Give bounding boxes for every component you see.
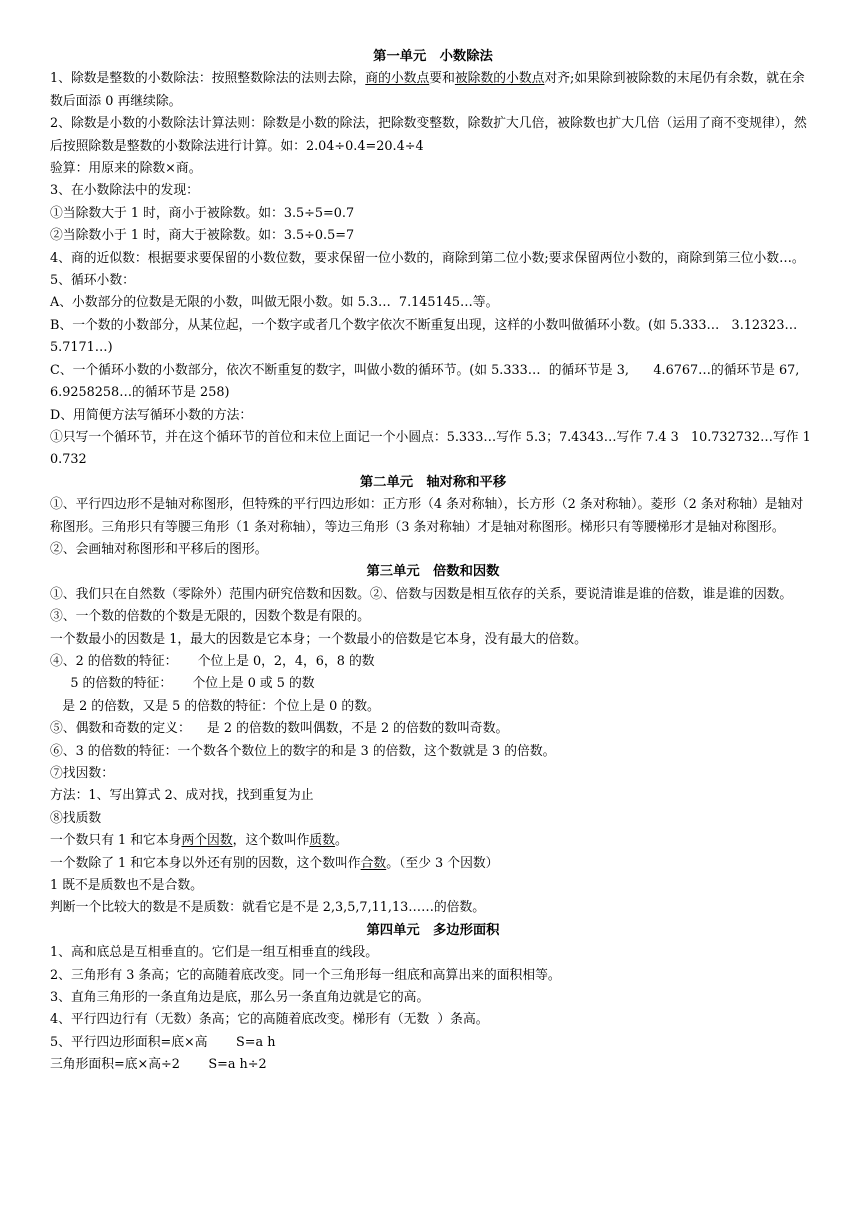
section-heading: 第三单元 倍数和因数 xyxy=(366,564,500,580)
text-segment: 1、高和底总是互相垂直的。它们是一组互相垂直的线段。 xyxy=(50,945,379,961)
text-segment: ④、2 的倍数的特征： 个位上是 0，2，4，6，8 的数 xyxy=(50,653,375,669)
text-line xyxy=(50,203,816,225)
text-segment: 方法：1、写出算式 2、成对找，找到重复为止 xyxy=(50,788,314,804)
text-segment: 三角形面积=底×高÷2 S=a h÷2 xyxy=(50,1057,267,1073)
text-segment: ⑧找质数 xyxy=(50,810,102,826)
text-line xyxy=(50,315,816,360)
text-segment: 5、循环小数： xyxy=(50,273,135,289)
text-line xyxy=(50,808,816,830)
text-segment: 4、平行四边行有（无数）条高；它的高随着底改变。梯形有（无数 ）条高。 xyxy=(50,1012,489,1028)
text-line xyxy=(50,606,816,628)
text-segment: ②、会画轴对称图形和平移后的图形。 xyxy=(50,541,268,557)
text-line xyxy=(50,696,816,718)
section-heading: 第四单元 多边形面积 xyxy=(366,922,500,938)
underlined-term: 两个因数 xyxy=(181,833,233,849)
text-line xyxy=(50,427,816,472)
text-line xyxy=(50,987,816,1009)
text-segment: 1、除数是整数的小数除法：按照整数除法的法则去除， xyxy=(50,71,366,87)
text-segment: 3、直角三角形的一条直角边是底，那么另一条直角边就是它的高。 xyxy=(50,990,430,1006)
text-segment: 3、在小数除法中的发现： xyxy=(50,183,199,199)
text-line xyxy=(50,113,816,158)
underlined-term: 被除数的小数点 xyxy=(454,71,545,87)
text-line xyxy=(50,785,816,807)
text-line xyxy=(50,629,816,651)
text-segment: 一个数除了 1 和它本身以外还有别的因数，这个数叫作 xyxy=(50,855,361,871)
text-line xyxy=(50,1054,816,1076)
underlined-term: 商的小数点 xyxy=(365,71,430,87)
underlined-term: 合数 xyxy=(360,855,387,871)
text-line xyxy=(50,651,816,673)
text-segment: 2、除数是小数的小数除法计算法则：除数是小数的除法，把除数变整数，除数扩大几倍，被除数也扩大几倍（运用了商不变规律），然后按照除数是整数的小数除法进行计算。如：2.04÷0.4=20.4÷4 xyxy=(50,116,807,154)
text-segment: ⑤、偶数和奇数的定义： 是 2 的倍数的数叫偶数，不是 2 的倍数的数叫奇数。 xyxy=(50,721,509,737)
text-segment: ，这个数叫作 xyxy=(232,833,310,849)
text-segment: 4、商的近似数：根据要求要保留的小数位数，要求保留一位小数的，商除到第二位小数;要求保留两位小数的，商除到第三位小数…。 xyxy=(50,250,805,266)
underlined-term: 质数 xyxy=(309,833,336,849)
text-line xyxy=(50,763,816,785)
text-line xyxy=(50,270,816,292)
text-segment: ①、平行四边形不是轴对称图形，但特殊的平行四边形如：正方形（4 条对称轴），长方形（2 条对称轴）。菱形（2 条对称轴）是轴对称图形。三角形只有等腰三角形（1 条对称轴），等边三角形（3 条对称轴）才是轴对称图形。梯形只有等腰梯形才是轴对称图形。 xyxy=(50,497,804,535)
text-line xyxy=(50,718,816,740)
text-segment: 是 2 的倍数，又是 5 的倍数的特征：个位上是 0 的数。 xyxy=(50,698,380,714)
text-segment: C、一个循环小数的小数部分，依次不断重复的数字，叫做小数的循环节。(如 5.333… 的循环节是 3, 4.6767…的循环节是 67, 6.9258258…的循环节是 258) xyxy=(50,362,816,401)
text-line xyxy=(50,68,816,113)
text-segment: 。 xyxy=(335,833,348,849)
text-line xyxy=(50,360,816,405)
text-segment: ①、我们只在自然数（零除外）范围内研究倍数和因数。②、倍数与因数是相互依存的关系，要说清谁是谁的倍数，谁是谁的因数。 xyxy=(50,586,793,602)
text-segment: ③、一个数的倍数的个数是无限的，因数个数是有限的。 xyxy=(50,609,370,625)
text-line xyxy=(50,494,816,539)
text-line xyxy=(50,1032,816,1054)
text-segment: A、小数部分的位数是无限的小数，叫做无限小数。如 5.3… 7.145145…等。 xyxy=(50,295,499,311)
text-line xyxy=(50,248,816,270)
text-line xyxy=(50,942,816,964)
text-line xyxy=(50,405,816,427)
text-segment: 一个数只有 1 和它本身 xyxy=(50,833,182,849)
text-segment: 一个数最小的因数是 1，最大的因数是它本身；一个数最小的倍数是它本身，没有最大的倍数。 xyxy=(50,631,587,647)
text-segment: 2、三角形有 3 条高；它的高随着底改变。同一个三角形每一组底和高算出来的面积相等。 xyxy=(50,967,561,983)
text-line xyxy=(50,292,816,314)
text-segment: ①只写一个循环节，并在这个循环节的首位和末位上面记一个小圆点：5.333…写作 5.3；7.4343…写作 7.4 3 10.732732…写作 10.732 xyxy=(50,429,811,468)
text-line xyxy=(50,965,816,987)
text-line xyxy=(50,225,816,247)
text-line xyxy=(50,741,816,763)
text-line xyxy=(50,584,816,606)
text-line xyxy=(50,673,816,695)
section-heading: 第一单元 小数除法 xyxy=(373,49,493,64)
text-line xyxy=(50,1009,816,1031)
text-line xyxy=(50,830,816,852)
text-segment: 对齐;如果除到被除数的末尾仍有余数，就在余数后面添 0 再继续除。 xyxy=(50,71,805,109)
text-line xyxy=(50,853,816,875)
text-line xyxy=(50,897,816,919)
text-line xyxy=(50,539,816,561)
text-segment: 判断一个比较大的数是不是质数：就看它是不是 2,3,5,7,11,13……的倍数。 xyxy=(50,900,486,916)
text-segment: ⑥、3 的倍数的特征：一个数各个数位上的数字的和是 3 的倍数，这个数就是 3 的倍数。 xyxy=(50,743,556,759)
text-segment: ①当除数大于 1 时，商小于被除数。如：3.5÷5=0.7 xyxy=(50,205,355,221)
text-segment: 5、平行四边形面积=底×高 S=a h xyxy=(50,1034,276,1050)
text-segment: 要和 xyxy=(429,71,455,87)
text-line xyxy=(50,158,816,180)
text-line xyxy=(50,875,816,897)
section-heading: 第二单元 轴对称和平移 xyxy=(359,474,507,490)
text-segment: B、一个数的小数部分，从某位起，一个数字或者几个数字依次不断重复出现，这样的小数叫做循环小数。(如 5.333… 3.12323… 5.7171…) xyxy=(50,317,806,356)
text-segment: D、用简便方法写循环小数的方法： xyxy=(50,407,253,423)
text-segment: ②当除数小于 1 时，商大于被除数。如：3.5÷0.5=7 xyxy=(50,228,355,244)
text-segment: 5 的倍数的特征： 个位上是 0 或 5 的数 xyxy=(50,676,315,692)
text-segment: ⑦找因数： xyxy=(50,766,114,781)
text-segment: 验算：用原来的除数×商。 xyxy=(50,161,202,177)
text-segment: 1 既不是质数也不是合数。 xyxy=(50,878,203,894)
text-segment: 。（至少 3 个因数） xyxy=(386,855,499,871)
text-line xyxy=(50,180,816,202)
